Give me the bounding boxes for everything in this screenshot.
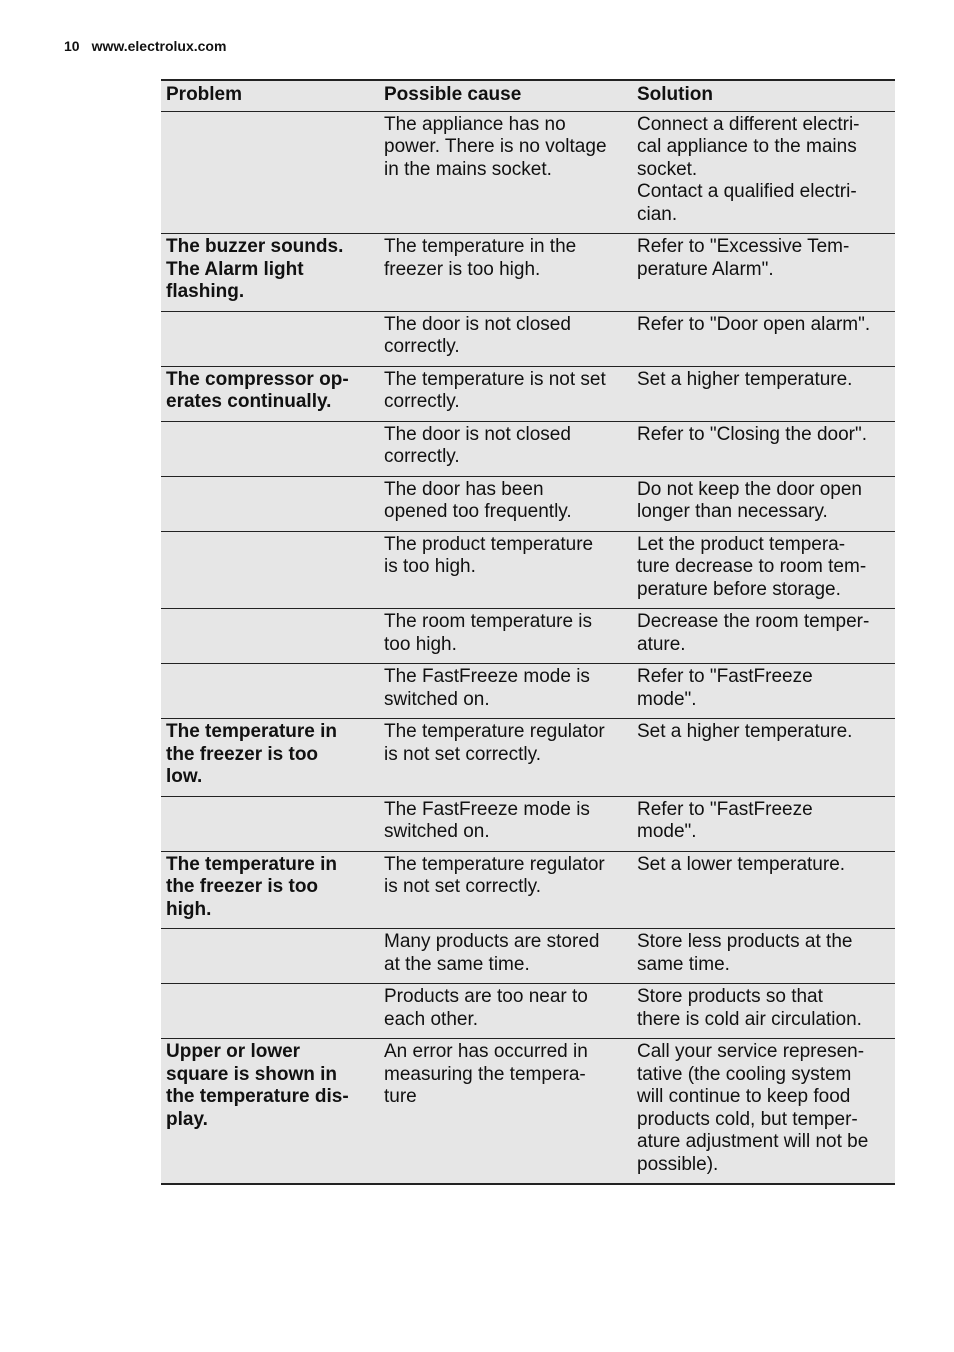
problem-cell: [161, 796, 379, 851]
website-url: www.electrolux.com: [91, 38, 227, 54]
table-row: [161, 664, 895, 719]
column-header-cause: Possible cause: [379, 80, 632, 111]
table-row: [161, 476, 895, 531]
table-row: [161, 1039, 895, 1185]
problem-cell: [161, 421, 379, 476]
cause-cell: The temperature regulator is not set correctly.: [379, 719, 632, 797]
cause-cell: Products are too near to each other.: [379, 984, 632, 1039]
cause-cell: The door has been opened too frequently.: [379, 476, 632, 531]
problem-cell: [161, 609, 379, 664]
cause-cell: The temperature in the freezer is too high.: [379, 234, 632, 312]
table-row: [161, 796, 895, 851]
table-row: [161, 421, 895, 476]
table-row: [161, 311, 895, 366]
solution-cell: Set a higher temperature.: [632, 719, 895, 797]
table-row: [161, 984, 895, 1039]
problem-cell: The buzzer sounds. The Alarm light flashing.: [161, 234, 379, 312]
solution-cell: Connect a different electri- cal appliance to the mains socket. Contact a qualified electri- cian.: [632, 111, 895, 234]
page-header: [64, 38, 226, 54]
table-row: [161, 366, 895, 421]
solution-cell: Refer to "FastFreeze mode".: [632, 796, 895, 851]
troubleshooting-table: [161, 79, 895, 1185]
problem-cell: [161, 476, 379, 531]
problem-cell: The temperature in the freezer is too low.: [161, 719, 379, 797]
table-header-row: [161, 80, 895, 111]
cause-cell: An error has occurred in measuring the tempera- ture: [379, 1039, 632, 1185]
table-row: [161, 929, 895, 984]
table-row: [161, 719, 895, 797]
cause-cell: The appliance has no power. There is no voltage in the mains socket.: [379, 111, 632, 234]
solution-cell: Let the product tempera- ture decrease to room tem- perature before storage.: [632, 531, 895, 609]
page-number: 10: [64, 38, 80, 54]
solution-cell: Refer to "FastFreeze mode".: [632, 664, 895, 719]
problem-cell: [161, 111, 379, 234]
cause-cell: The door is not closed correctly.: [379, 311, 632, 366]
cause-cell: The room temperature is too high.: [379, 609, 632, 664]
column-header-solution: Solution: [632, 80, 895, 111]
problem-cell: Upper or lower square is shown in the temperature dis- play.: [161, 1039, 379, 1185]
problem-cell: [161, 664, 379, 719]
problem-cell: The temperature in the freezer is too high.: [161, 851, 379, 929]
solution-cell: Refer to "Door open alarm".: [632, 311, 895, 366]
problem-cell: [161, 531, 379, 609]
problem-cell: [161, 929, 379, 984]
solution-cell: Do not keep the door open longer than necessary.: [632, 476, 895, 531]
solution-cell: Call your service represen- tative (the cooling system will continue to keep food products cold, but temper- ature adjustment will not be possible).: [632, 1039, 895, 1185]
cause-cell: The door is not closed correctly.: [379, 421, 632, 476]
cause-cell: The temperature regulator is not set correctly.: [379, 851, 632, 929]
problem-cell: [161, 984, 379, 1039]
solution-cell: Decrease the room temper- ature.: [632, 609, 895, 664]
cause-cell: The product temperature is too high.: [379, 531, 632, 609]
solution-cell: Store products so that there is cold air circulation.: [632, 984, 895, 1039]
table-row: [161, 531, 895, 609]
table-row: [161, 851, 895, 929]
cause-cell: Many products are stored at the same time.: [379, 929, 632, 984]
table-row: [161, 111, 895, 234]
solution-cell: Set a higher temperature.: [632, 366, 895, 421]
solution-cell: Store less products at the same time.: [632, 929, 895, 984]
table-row: [161, 234, 895, 312]
solution-cell: Set a lower temperature.: [632, 851, 895, 929]
column-header-problem: Problem: [161, 80, 379, 111]
cause-cell: The FastFreeze mode is switched on.: [379, 796, 632, 851]
problem-cell: [161, 311, 379, 366]
problem-cell: The compressor op- erates continually.: [161, 366, 379, 421]
solution-cell: Refer to "Closing the door".: [632, 421, 895, 476]
table-row: [161, 609, 895, 664]
solution-cell: Refer to "Excessive Tem- perature Alarm".: [632, 234, 895, 312]
cause-cell: The temperature is not set correctly.: [379, 366, 632, 421]
cause-cell: The FastFreeze mode is switched on.: [379, 664, 632, 719]
